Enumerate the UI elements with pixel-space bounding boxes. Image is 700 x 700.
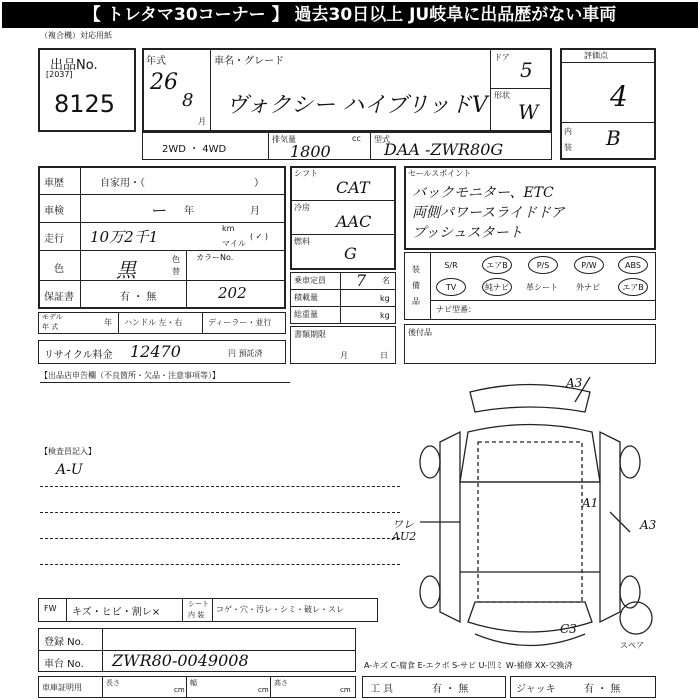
lot-number: 8125	[54, 90, 116, 118]
displacement-label: 排気量	[272, 135, 296, 144]
door-value: 5	[520, 58, 533, 82]
car-damage-diagram	[400, 372, 670, 662]
shape-value: W	[518, 100, 539, 124]
postfit-box	[404, 324, 656, 364]
displacement-unit: cc	[352, 134, 361, 143]
mileage-unit-mile: マイル	[222, 239, 246, 248]
equip-ps: P/S	[528, 256, 558, 274]
cert-height-unit: cm	[340, 686, 351, 694]
cert-row	[38, 676, 356, 698]
capacity-label: 乗車定員	[294, 276, 326, 285]
name-value: ヴォクシー ハイブリッドV	[226, 93, 488, 118]
inspection-month: 月	[250, 206, 260, 217]
inspection-value: ー	[150, 201, 167, 220]
mileage-unit-km: km	[222, 224, 235, 233]
cert-label: 車庫証明用	[42, 683, 82, 692]
equip-tv: TV	[436, 278, 466, 296]
vehicle-info-box	[38, 166, 286, 309]
equip-label-2: 備	[412, 281, 420, 290]
title-banner: 【 トレタマ30コーナー 】 過去30日以上 JU岐阜に出品歴がない車両	[2, 2, 698, 28]
model-row-dealer: ディーラー・並行	[208, 318, 272, 327]
inspector-value: A-U	[56, 462, 83, 478]
inspection-label: 車検	[44, 206, 64, 217]
docs-day: 日	[380, 351, 388, 360]
score-value: 4	[610, 80, 628, 113]
warranty-label: 保証書	[44, 292, 74, 303]
gross-label: 総重量	[294, 310, 318, 319]
sales-line-1: バックモニター、ETC	[412, 185, 554, 201]
color-sub-2: 替	[172, 267, 180, 276]
recycle-label: リサイクル料金	[44, 350, 113, 361]
cert-height: 高さ	[274, 679, 288, 687]
damage-c3: C3	[560, 622, 577, 636]
mileage-paren: ( ✓ )	[250, 232, 269, 241]
equip-airbag: エアB	[482, 256, 512, 274]
model-row-label-1: モデル	[42, 313, 63, 321]
history-label: 車歴	[44, 178, 64, 189]
month-value: 8	[182, 90, 194, 111]
load-unit: kg	[380, 294, 390, 303]
tools-label: 工 具	[370, 684, 394, 695]
model-value: DAA -ZWR80G	[384, 140, 504, 159]
shift-label: シフト	[294, 169, 318, 178]
gross-unit: kg	[380, 311, 390, 320]
color-no-value: 202	[218, 284, 247, 302]
interior-label-1: 内	[564, 127, 572, 136]
seat-label-2: 内 装	[188, 611, 205, 619]
shift-value: CAT	[336, 178, 370, 197]
cert-length-unit: cm	[174, 686, 185, 694]
year-value: 26	[150, 70, 178, 95]
interior-value: B	[606, 126, 621, 150]
shape-label: 形状	[494, 91, 510, 100]
name-label: 車名・グレード	[214, 56, 284, 67]
lot-box	[38, 48, 136, 132]
color-no-label: カラーNo.	[196, 253, 234, 262]
month-unit: 月	[198, 117, 206, 126]
damage-legend: A-キズ C-腐食 E-エクボ S-サビ U-凹ミ W-補修 XX-交換済	[364, 661, 573, 670]
seat-items: コゲ・穴・汚レ・シミ・破レ・スレ	[216, 605, 344, 614]
lot-label: 出品No.	[50, 58, 98, 73]
jack-label: ジャッキ	[516, 684, 556, 695]
damage-crack: ワレ	[392, 518, 414, 531]
color-value: 黒	[116, 258, 136, 282]
equip-leather: 革シート	[526, 282, 558, 292]
damage-a3-top: A3	[566, 376, 583, 390]
sales-line-2: 両側パワースライドドア	[412, 205, 565, 221]
capacity-unit: 名	[382, 276, 390, 285]
history-close: ）	[254, 178, 264, 189]
capacity-value: 7	[356, 271, 367, 290]
spare-label: スペア	[620, 641, 644, 650]
history-options: 自家用・（	[100, 178, 145, 189]
interior-label-2: 装	[564, 143, 572, 152]
chassis-value: ZWR80-0049008	[112, 651, 249, 670]
equip-abs: ABS	[618, 256, 648, 274]
inspection-year: 年	[184, 206, 194, 217]
docs-label: 書類期限	[294, 330, 326, 339]
drive-label: 2WD ・ 4WD	[162, 144, 227, 155]
navi-model-label: ナビ型番：	[436, 305, 476, 314]
inspector-label: 【検査員記入】	[40, 447, 96, 456]
fuel-label: 燃料	[294, 237, 310, 246]
equip-navi: 純ナビ	[482, 278, 512, 296]
seat-label-1: シート	[188, 600, 209, 608]
fw-items: キズ・ヒビ・割レ×	[72, 607, 161, 618]
chassis-label: 車台 No.	[44, 659, 84, 670]
equip-label-1: 装	[412, 265, 420, 274]
fw-label: FW	[44, 604, 57, 613]
equip-sr: S/R	[444, 260, 458, 270]
equip-label-3: 品	[412, 297, 420, 306]
displacement-value: 1800	[290, 142, 331, 161]
equip-pw: P/W	[574, 256, 604, 274]
cert-length: 長さ	[106, 679, 120, 687]
jack-value: 有 ・ 無	[584, 684, 621, 695]
model-label: 型式	[374, 135, 390, 144]
door-label: ドア	[494, 53, 510, 62]
recycle-value: 12470	[130, 342, 181, 361]
damage-a1: A1	[582, 496, 599, 510]
declaration-label: 【出品店申告欄（不良箇所・欠品・注意事項等）】	[40, 371, 220, 380]
damage-au2: AU2	[392, 530, 417, 543]
model-row-handle: ハンドル 左・右	[124, 318, 183, 327]
sales-label: セールスポイント	[408, 169, 472, 178]
cert-width-unit: cm	[258, 686, 269, 694]
color-sub-1: 色	[172, 255, 180, 264]
ac-value: AAC	[336, 212, 372, 231]
color-label: 色	[54, 264, 64, 275]
mileage-label: 走行	[44, 234, 64, 245]
model-row-year: 年	[104, 318, 112, 327]
ac-label: 冷房	[294, 203, 310, 212]
score-label: 評価点	[584, 51, 608, 60]
model-row-label-2: 年 式	[42, 323, 59, 331]
damage-a3-side: A3	[640, 518, 657, 532]
reg-label: 登録 No.	[44, 637, 84, 648]
sheet-note: （複合機）対応用紙	[40, 31, 112, 40]
tools-value: 有 ・ 無	[432, 684, 469, 695]
load-label: 積載量	[294, 293, 318, 302]
fuel-value: G	[344, 244, 357, 263]
postfit-label: 後付品	[408, 328, 432, 337]
recycle-unit: 円 預託済	[228, 349, 263, 358]
warranty-value: 有 ・ 無	[120, 292, 157, 303]
cert-width: 幅	[190, 679, 197, 687]
year-label: 年式	[146, 56, 166, 67]
equip-airbag-2: エアB	[618, 278, 648, 296]
docs-month: 月	[340, 351, 348, 360]
equip-ext-navi: 外ナビ	[576, 282, 600, 292]
mileage-value: 10万2千1	[90, 228, 159, 246]
lot-code: [2037]	[46, 70, 73, 79]
sales-line-3: プッシュスタート	[412, 225, 523, 241]
